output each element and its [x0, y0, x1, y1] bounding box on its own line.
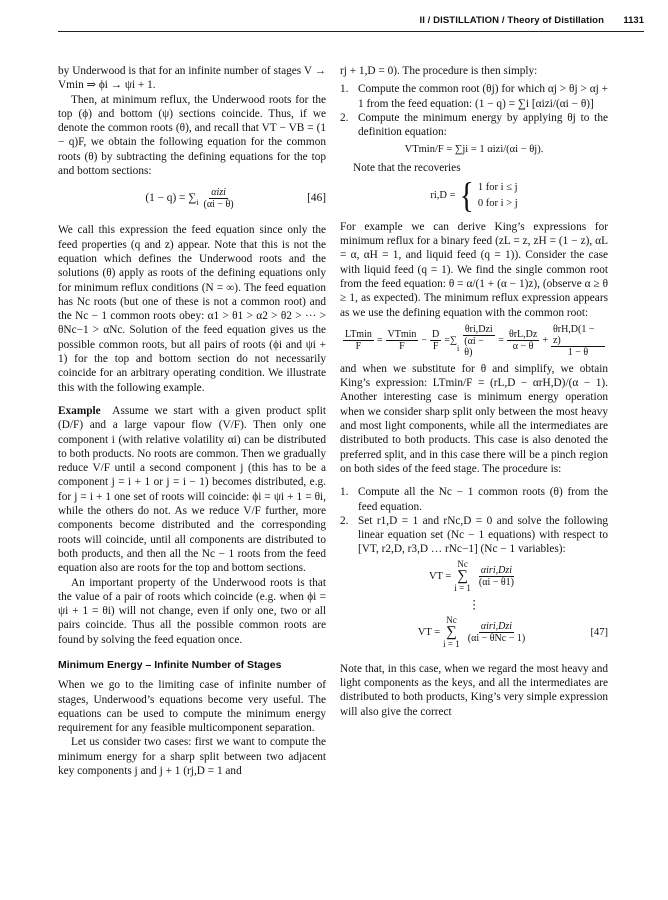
header-rule: [58, 31, 644, 32]
sum-upper: Nc: [446, 615, 457, 626]
king-term-num: θrH,D(1 − z): [551, 324, 605, 347]
list-text: Set r1,D = 1 and rNc,D = 0 and solve the following linear equation set (Nc − 1 equations) with respect to [VT, r2,D, r3,D … rNc−1] (Nc − 1 variables):: [358, 514, 608, 556]
paragraph: An important property of the Underwood roots is that the value of a pair of roots which coincide (e.g. when ϕi = ψi + 1 = θi) will not change, even if only one, two or all pairs coincide. Thus all the possible common roots are found by solving the feed equation once.: [58, 576, 326, 646]
cases-rows: [478, 180, 518, 212]
list-label: 1.: [340, 83, 349, 96]
eq-denominator: (αi − θ1): [478, 577, 515, 589]
summation: Nc ∑ i = 1: [443, 615, 460, 650]
sum-lower: i = 1: [454, 583, 471, 594]
king-term-num: VTmin: [387, 329, 417, 341]
paragraph: [58, 404, 326, 576]
equation-46: [58, 182, 326, 214]
equation-vt-first: [340, 557, 608, 597]
example-lead: Example: [58, 404, 101, 417]
king-term-num: LTmin: [345, 329, 372, 341]
equation-47: [340, 613, 608, 653]
king-term-num: θrL,Dz: [508, 329, 538, 341]
case-row: 0 for i > j: [477, 197, 518, 209]
sum-lower: i = 1: [443, 639, 460, 650]
right-column: [340, 64, 608, 719]
equation-vtmin: VTmin/F = ∑ji = 1 αizi/(αi − θj).: [404, 144, 544, 156]
paragraph: rj + 1,D = 0). The procedure is then simply:: [340, 65, 538, 77]
eq-lhs: VT =: [428, 570, 452, 582]
paragraph: by Underwood is that for an infinite number of stages V → Vmin ⇒ ϕi → ψi + 1.: [58, 65, 326, 92]
eq46-numerator: αizi: [211, 186, 226, 198]
king-term-den: (αi − θ): [464, 335, 484, 358]
eq-numerator: αiri,Dzi: [480, 565, 512, 577]
list-item: [340, 485, 608, 514]
eq-lhs: VT =: [417, 626, 441, 638]
eq-denominator: (αi − θNc − 1): [467, 633, 526, 645]
sum-upper: Nc: [457, 559, 468, 570]
paragraph: and when we substitute for θ and simplify, we obtain King’s expression: LTmin/F = (rL,D − αrH,D)/(α − 1). Another interesting case is minimum energy operation when we consider sharp split only between the most heavy and most light components, while all the intermediates are distributed to both products. This case is also denoted the preferred split, and in this case there will be a pinch region on both sides of the feed stage. The procedure is:: [340, 362, 608, 475]
case-row: 1 for i ≤ j: [477, 181, 518, 193]
list-label: 1.: [340, 486, 349, 499]
list-item: [340, 111, 608, 140]
page-number: 1131: [623, 15, 644, 26]
running-header: [0, 14, 668, 32]
section-title: Minimum Energy – Infinite Number of Stages: [58, 658, 282, 671]
list-item: [340, 82, 608, 111]
eq46-sub: i: [196, 198, 199, 208]
king-term-num: θri,Dzi: [464, 323, 493, 335]
king-sum-sub: i: [457, 343, 460, 353]
paragraph: Note that, in this case, when we regard the most heavy and light components as the keys, and all the intermediates are distributed to both products, King’s very simple expression will also give the correct: [340, 662, 608, 718]
paragraph: For example we can derive King’s expressions for minimum reflux for a binary feed (zL = z, zH = (1 − z), αL = α, αH = 1, and liquid feed (q = 1)). Consider the case with liquid feed (q = 1). We find the single common root from the feed equation: θ = α/(1 + (α − 1)z), (observe α ≥ θ ≥ 1, as expected). The minimum reflux expression appears as we use the defining equation with the common root:: [340, 220, 608, 319]
eq46-denominator: (αi − θ): [203, 198, 234, 210]
king-term-den: α − θ: [512, 341, 534, 353]
paragraph: We call this expression the feed equation since only the feed properties (q and z) appear. Note that this is not the equation which defines the Underwood roots and the solutions (θ) apply as roots of the defining equations only for minimum reflux conditions (N = ∞). The feed equation has Nc roots (but one of these is not a common root) and the Nc − 1 common roots obey: α1 > θ1 > α2 > θ2 > ··· > θNc−1 > αNc. Solution of the feed equation gives us the possible common roots, but all pairs of roots (ϕi and ψi + 1) for the top and bottom section do not necessarily coincide for an arbitrary operating condition. We illustrate this with the following example.: [58, 224, 326, 394]
list-label: 2.: [340, 514, 349, 527]
equation-number: [46]: [307, 192, 326, 205]
king-term-den: F: [355, 341, 362, 353]
eq46-lhs: (1 − q) = ∑: [145, 192, 197, 205]
example-text: Assume we start with a given product split (D/F) and a large vapour flow (V/F). Then only one component i (with relative volatility αi) can be distributed to both products. No roots are common. Then we gradually reduce V/F until a second component j (this has to be a component j = i + 1 or j = i − 1) becomes distributed, e.g. for j = i + 1 one set of roots will coincide: ϕi = ψi + 1 = θi, while the others do not. As we reduce V/F further, more components become distributed and the corresponding roots will coincide, until all components are distributed to both products, and then all the Nc − 1 roots from the feed equation also are roots for the top and bottom sections.: [58, 404, 326, 575]
paragraph: Let us consider two cases: first we want to compute the minimum energy for a sharp split between two adjacent key components j and j + 1 (rj,D = 1 and: [58, 736, 326, 778]
left-column: [58, 64, 326, 778]
cases-lhs: ri,D =: [430, 189, 456, 201]
equation-number: [47]: [590, 626, 608, 638]
king-equation: $\frac{LTmin}{F}$ = $\frac{VTmin}{F}$ − $\frac{D}{F}$ =∑ i $\frac{\text{θri,Dzi}}{(\alpha i - \theta)}$ = $\frac{\text{θrL,Dz}}{\alpha - \theta}$ + $\frac{\text{θrH,D(1 − z)}}{1 - \theta}$: [340, 320, 608, 362]
paragraph: When we go to the limiting case of infinite number of stages, Underwood’s equations become very useful. The equations can be used to compute the minimum energy requirement for any feasible multicomponent separation.: [58, 679, 326, 735]
list-text: Compute all the Nc − 1 common roots (θ) from the feed equation.: [358, 486, 608, 513]
paragraph: Then, at minimum reflux, the Underwood roots for the top (ϕ) and bottom (ψ) sections coincide. Thus, if we denote the common roots (θ), and recall that VT − VB = (1 − q)F, we obtain the following equation for the common roots (θ) by subtracting the defining equations for the top and bottom sections:: [58, 93, 326, 178]
recoveries-cases: [340, 176, 608, 216]
paragraph: Note that the recoveries: [353, 162, 461, 175]
king-term-den: F: [432, 341, 439, 353]
list-item: [340, 514, 608, 557]
king-term-den: 1 − θ: [567, 346, 589, 358]
list-label: 2.: [340, 111, 349, 124]
running-title: II / DISTILLATION / Theory of Distillation: [419, 15, 604, 26]
eq-numerator: αiri,Dzi: [480, 621, 512, 633]
eq46-fraction: [202, 187, 236, 210]
left-brace: {: [459, 175, 474, 215]
list-text: Compute the minimum energy by applying θj to the definition equation:: [358, 111, 608, 139]
king-term-num: D: [432, 329, 440, 341]
king-term-den: F: [399, 341, 405, 353]
vertical-dots: ⋮: [468, 598, 480, 611]
list-text: Compute the common root (θj) for which αj > θj > αj + 1 from the feed equation: (1 − q) = ∑i [αizi/(αi − θ)]: [358, 83, 608, 110]
summation: Nc ∑ i = 1: [454, 559, 471, 594]
